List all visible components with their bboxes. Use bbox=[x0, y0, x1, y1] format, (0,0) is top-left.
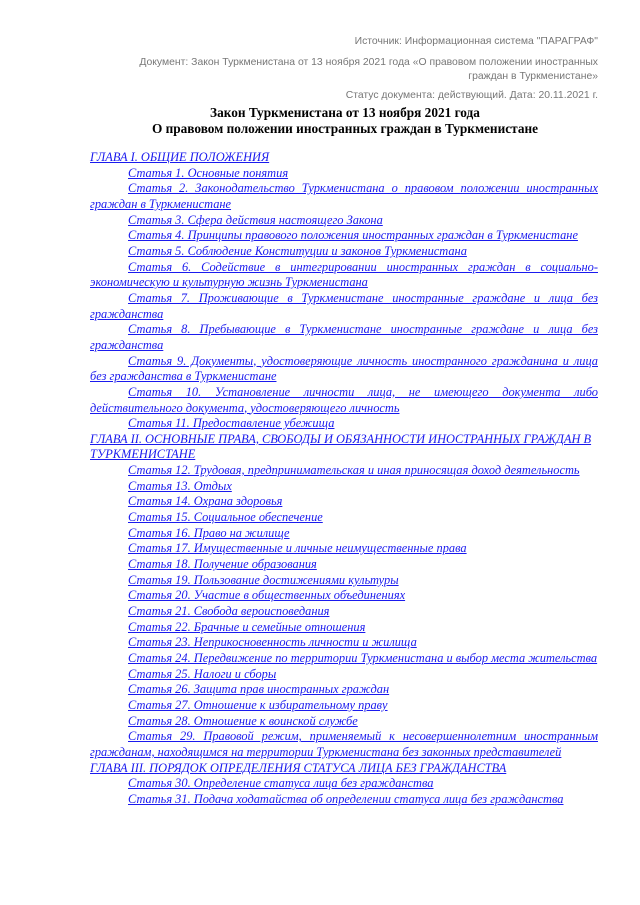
article-link[interactable]: Статья 29. Правовой режим, применяемый к несовершеннолетним иностранным гражданам, находящимся на территории Туркменистана без законных представителей bbox=[90, 729, 598, 759]
toc-chapter bbox=[90, 761, 598, 777]
article-link[interactable]: Статья 13. Отдых bbox=[128, 478, 232, 493]
article-link[interactable]: Статья 6. Содействие в интегрировании иностранных граждан в социально-экономическую и культурную жизнь Туркменистана bbox=[90, 259, 598, 290]
article-link[interactable]: Статья 8. Пребывающие в Туркменистане иностранные граждане и лица без гражданства bbox=[90, 322, 598, 352]
chapter-link[interactable]: ГЛАВА I. ОБЩИЕ ПОЛОЖЕНИЯ bbox=[90, 150, 270, 164]
article-link[interactable]: Статья 27. Отношение к избирательному праву bbox=[128, 697, 388, 712]
toc-article bbox=[90, 181, 598, 212]
article-link[interactable]: Статья 20. Участие в общественных объединениях bbox=[128, 588, 406, 603]
article-link[interactable]: Статья 16. Право на жилище bbox=[128, 525, 290, 540]
article-link[interactable]: Статья 19. Пользование достижениями культуры bbox=[128, 572, 399, 587]
toc-chapter bbox=[90, 150, 598, 166]
article-link[interactable]: Статья 15. Социальное обеспечение bbox=[128, 510, 323, 525]
toc-article bbox=[90, 385, 598, 416]
toc-article bbox=[90, 244, 598, 260]
toc-article bbox=[90, 526, 598, 542]
toc-chapter bbox=[90, 432, 598, 463]
toc-article bbox=[90, 494, 598, 510]
toc-article bbox=[90, 354, 598, 385]
chapter-link[interactable]: ГЛАВА II. ОСНОВНЫЕ ПРАВА, СВОБОДЫ И ОБЯЗАННОСТИ ИНОСТРАННЫХ ГРАЖДАН В ТУРКМЕНИСТАНЕ bbox=[90, 431, 592, 462]
toc-article bbox=[90, 729, 598, 760]
article-link[interactable]: Статья 25. Налоги и сборы bbox=[128, 666, 277, 681]
toc-article bbox=[90, 588, 598, 604]
toc-article bbox=[90, 698, 598, 714]
article-link[interactable]: Статья 10. Установление личности лица, не имеющего документа либо действительного документа, удостоверяющего личность bbox=[90, 384, 598, 415]
article-link[interactable]: Статья 1. Основные понятия bbox=[128, 165, 289, 180]
source-line: Источник: Информационная система "ПАРАГРАФ" bbox=[354, 36, 598, 47]
document-line: Документ: Закон Туркменистана от 13 ноября 2021 года «О правовом положении иностранных граждан в Туркменистане» bbox=[139, 57, 598, 82]
article-link[interactable]: Статья 18. Получение образования bbox=[128, 557, 317, 572]
article-link[interactable]: Статья 21. Свобода вероисповедания bbox=[128, 604, 330, 619]
article-link[interactable]: Статья 3. Сфера действия настоящего Закона bbox=[128, 212, 383, 227]
law-title: Закон Туркменистана от 13 ноября 2021 года bbox=[210, 105, 480, 120]
toc-article bbox=[90, 651, 598, 667]
article-link[interactable]: Статья 30. Определение статуса лица без гражданства bbox=[128, 776, 434, 791]
toc-article bbox=[90, 573, 598, 589]
law-subtitle: О правовом положении иностранных граждан в Туркменистане bbox=[151, 121, 539, 136]
toc-article bbox=[90, 682, 598, 698]
article-link[interactable]: Статья 23. Неприкосновенность личности и жилища bbox=[128, 635, 417, 650]
toc-article bbox=[90, 667, 598, 683]
toc-article bbox=[90, 620, 598, 636]
article-link[interactable]: Статья 17. Имущественные и личные неимущественные права bbox=[128, 541, 467, 556]
toc-article bbox=[90, 541, 598, 557]
toc-article bbox=[90, 213, 598, 229]
toc-article bbox=[90, 322, 598, 353]
toc-article bbox=[90, 604, 598, 620]
toc-article bbox=[90, 463, 598, 479]
article-link[interactable]: Статья 7. Проживающие в Туркменистане иностранные граждане и лица без гражданства bbox=[90, 290, 598, 321]
article-link[interactable]: Статья 2. Законодательство Туркменистана о правовом положении иностранных граждан в Туркменистане bbox=[90, 181, 598, 211]
toc-article bbox=[90, 479, 598, 495]
status-line: Статус документа: действующий. Дата: 20.11.2021 г. bbox=[345, 90, 598, 101]
toc-article bbox=[90, 228, 598, 244]
toc-article bbox=[90, 776, 598, 792]
article-link[interactable]: Статья 26. Защита прав иностранных граждан bbox=[128, 682, 390, 697]
toc-article bbox=[90, 635, 598, 651]
toc-article bbox=[90, 510, 598, 526]
table-of-contents bbox=[90, 150, 598, 808]
toc-article bbox=[90, 166, 598, 182]
article-link[interactable]: Статья 28. Отношение к воинской службе bbox=[128, 713, 358, 728]
toc-article bbox=[90, 291, 598, 322]
chapter-link[interactable]: ГЛАВА III. ПОРЯДОК ОПРЕДЕЛЕНИЯ СТАТУСА ЛИЦА БЕЗ ГРАЖДАНСТВА bbox=[90, 760, 507, 775]
article-link[interactable]: Статья 11. Предоставление убежища bbox=[128, 416, 335, 431]
toc-article bbox=[90, 792, 598, 808]
article-link[interactable]: Статья 4. Принципы правового положения иностранных граждан в Туркменистане bbox=[128, 228, 578, 243]
article-link[interactable]: Статья 31. Подача ходатайства об определении статуса лица без гражданства bbox=[128, 791, 564, 806]
article-link[interactable]: Статья 24. Передвижение по территории Туркменистана и выбор места жительства bbox=[128, 651, 598, 665]
toc-article bbox=[90, 557, 598, 573]
article-link[interactable]: Статья 22. Брачные и семейные отношения bbox=[128, 619, 366, 634]
toc-article bbox=[90, 714, 598, 730]
article-link[interactable]: Статья 5. Соблюдение Конституции и законов Туркменистана bbox=[128, 243, 467, 258]
article-link[interactable]: Статья 14. Охрана здоровья bbox=[128, 494, 283, 509]
article-link[interactable]: Статья 9. Документы, удостоверяющие личность иностранного гражданина и лица без гражданства в Туркменистане bbox=[90, 353, 598, 384]
toc-article bbox=[90, 260, 598, 291]
article-link[interactable]: Статья 12. Трудовая, предпринимательская и иная приносящая доход деятельность bbox=[128, 463, 580, 478]
toc-article bbox=[90, 416, 598, 432]
